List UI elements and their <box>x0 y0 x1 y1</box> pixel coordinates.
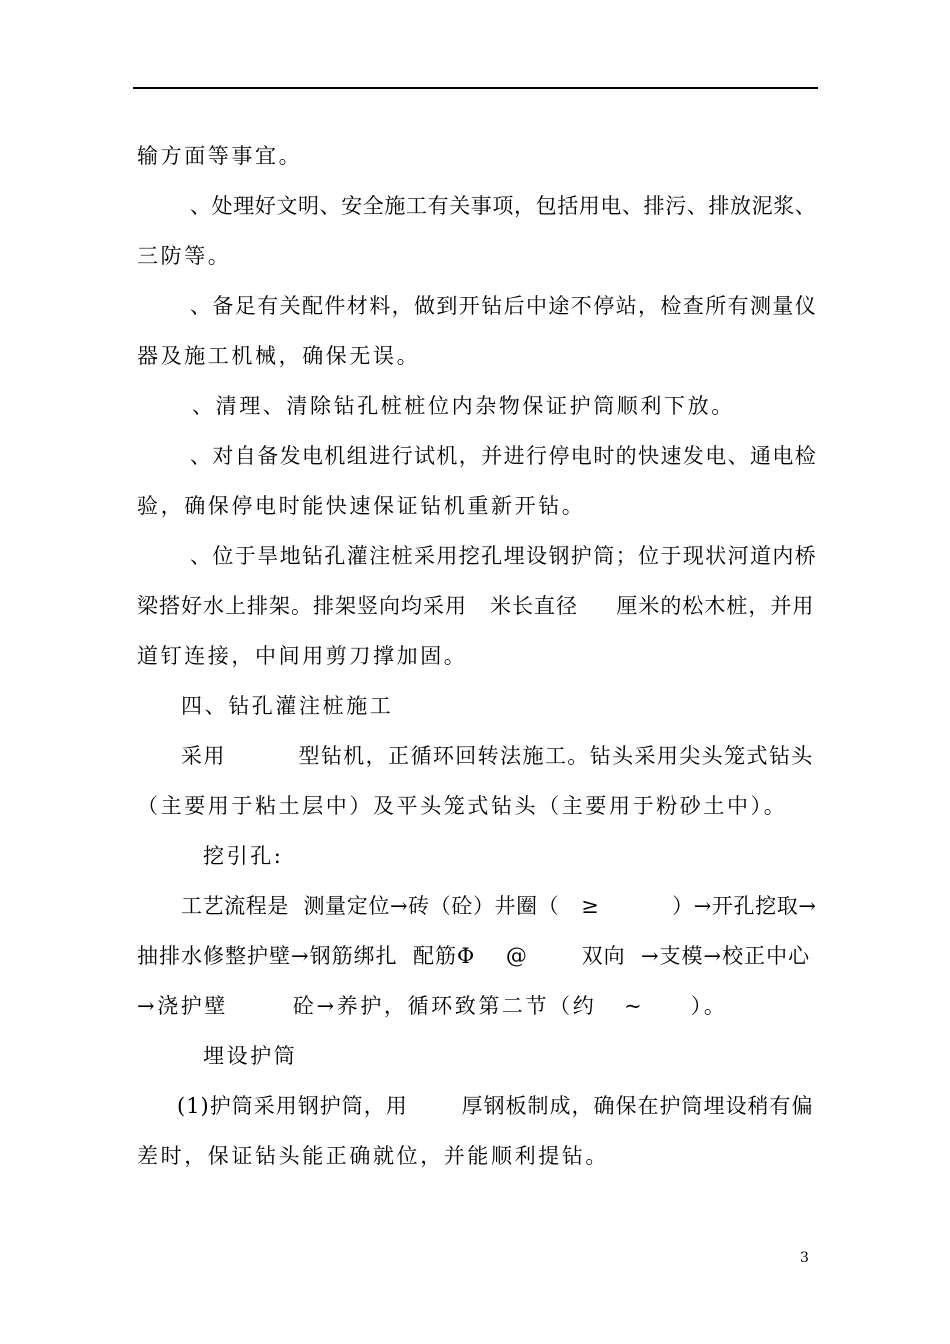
section-heading: 四、钻孔灌注桩施工 <box>181 694 394 718</box>
text-line: 采用 型钻机，正循环回转法施工。钻头采用尖头笼式钻头 <box>181 744 814 768</box>
text-line: 、对自备发电机组进行试机，并进行停电时的快速发电、通电检 <box>190 444 818 468</box>
text-line: 差时，保证钻头能正确就位，并能顺利提钻。 <box>137 1144 609 1168</box>
text-line: 、处理好文明、安全施工有关事项，包括用电、排污、排放泥浆、 <box>190 194 817 218</box>
text-line: →浇护壁 砼→养护，循环致第二节（约 ~ ）。 <box>137 994 728 1018</box>
text-line: （主要用于粘土层中）及平头笼式钻头（主要用于粉砂土中）。 <box>137 794 788 818</box>
text-line: 器及施工机械，确保无误。 <box>137 344 421 368</box>
text-line: 输方面等事宜。 <box>137 144 303 168</box>
subheading: 埋设护筒 <box>203 1044 298 1068</box>
text-line: 梁搭好水上排架。排架竖向均采用 米长直径 厘米的松木桩，并用 <box>137 594 815 618</box>
text-line: 道钉连接，中间用剪刀撑加固。 <box>137 644 468 668</box>
text-line: 、位于旱地钻孔灌注桩采用挖孔埋设钢护筒；位于现状河道内桥 <box>190 544 818 568</box>
text-line: 工艺流程是 测量定位→砖（砼）井圈（ ≥ ）→开孔挖取→ <box>181 894 817 918</box>
text-line: 验，确保停电时能快速保证钻机重新开钻。 <box>137 494 586 518</box>
text-line: 、备足有关配件材料，做到开钻后中途不停站，检查所有测量仪 <box>190 294 818 318</box>
text-line: 三防等。 <box>137 244 232 268</box>
text-line: 抽排水修整护壁→钢筋绑扎 配筋Φ @ 双向 →支模→校正中心 <box>137 944 811 968</box>
header-rule <box>133 87 818 89</box>
text-line: 、清理、清除钻孔桩桩位内杂物保证护筒顺利下放。 <box>192 394 735 418</box>
page-number: 3 <box>800 1250 809 1266</box>
subheading: 挖引孔: <box>203 844 284 868</box>
text-line: (1)护筒采用钢护筒，用 厚钢板制成，确保在护筒埋设稍有偏 <box>177 1094 814 1118</box>
